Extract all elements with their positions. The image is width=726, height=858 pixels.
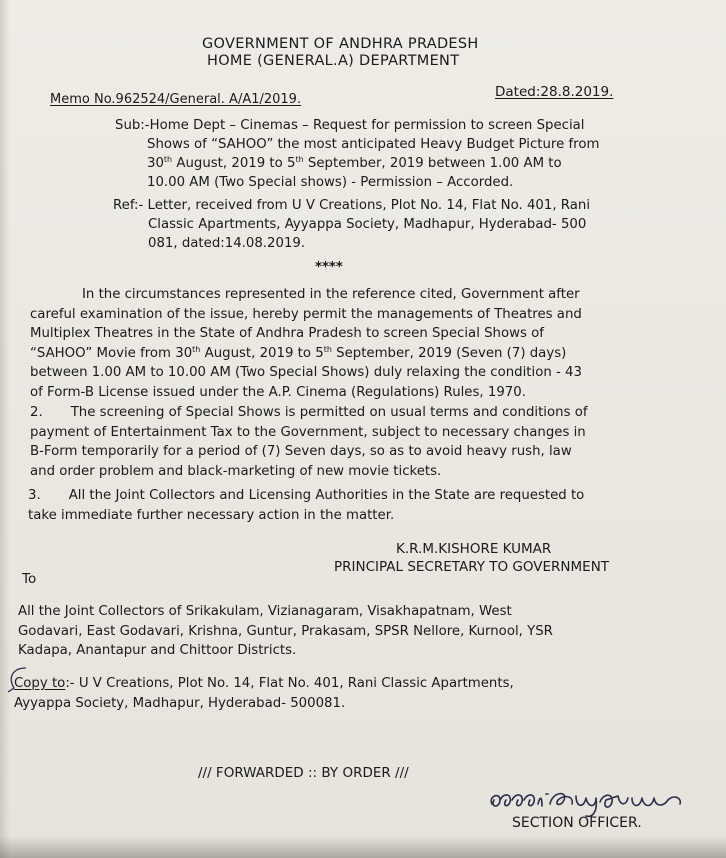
copy-to-block bbox=[14, 674, 514, 713]
subject-line-1: Home Dept – Cinemas – Request for permission to screen Special bbox=[149, 118, 585, 133]
para2-line-1: The screening of Special Shows is permitted on usual terms and conditions of bbox=[70, 405, 588, 420]
para3-number: 3. bbox=[28, 488, 41, 503]
section-officer: SECTION OFFICER. bbox=[512, 815, 642, 831]
subject-block bbox=[115, 116, 599, 192]
para3-line-2: take immediate further necessary action in the matter. bbox=[28, 507, 395, 523]
reference-label: Ref:- bbox=[113, 198, 144, 213]
reference-line-3: 081, dated:14.08.2019. bbox=[148, 236, 306, 251]
memo-number: Memo No.962524/General. A/A1/2019. bbox=[50, 92, 302, 107]
signatory-title: PRINCIPAL SECRETARY TO GOVERNMENT bbox=[334, 559, 610, 575]
paragraph-2 bbox=[30, 403, 588, 481]
page-edge-shadow bbox=[0, 0, 10, 858]
subject-line-2: Shows of “SAHOO” the most anticipated Heavy Budget Picture from bbox=[147, 137, 600, 152]
para1-line-2: careful examination of the issue, hereby permit the managements of Theatres and bbox=[30, 306, 582, 322]
to-label: To bbox=[22, 571, 37, 587]
forwarded-by-order: /// FORWARDED :: BY ORDER /// bbox=[198, 765, 409, 781]
to-addressees bbox=[18, 602, 553, 661]
header-government: GOVERNMENT OF ANDHRA PRADESH bbox=[202, 36, 479, 52]
para1-line-1: In the circumstances represented in the reference cited, Government after bbox=[82, 287, 580, 302]
signatory-name: K.R.M.KISHORE KUMAR bbox=[396, 541, 552, 557]
page-bottom-shadow bbox=[0, 836, 726, 858]
to-line-2: Godavari, East Godavari, Krishna, Guntur, Prakasam, SPSR Nellore, Kurnool, YSR bbox=[18, 623, 553, 639]
reference-block bbox=[113, 196, 590, 253]
to-line-1: All the Joint Collectors of Srikakulam, Vizianagaram, Visakhapatnam, West bbox=[18, 604, 512, 619]
memo-date: Dated:28.8.2019. bbox=[495, 84, 614, 100]
copy-to-line-1: :- U V Creations, Plot No. 14, Flat No. 401, Rani Classic Apartments, bbox=[65, 676, 514, 691]
subject-line-3: 30th August, 2019 to 5th September, 2019 between 1.00 AM to bbox=[147, 155, 562, 171]
para2-line-2: payment of Entertainment Tax to the Government, subject to necessary changes in bbox=[30, 424, 586, 440]
paragraph-1 bbox=[30, 285, 582, 402]
to-line-3: Kadapa, Anantapur and Chittoor Districts. bbox=[18, 643, 297, 658]
copy-to-label: Copy to bbox=[14, 676, 66, 691]
para2-number: 2. bbox=[30, 405, 43, 420]
para2-line-3: B-Form temporarily for a period of (7) Seven days, so as to avoid heavy rush, law bbox=[30, 444, 572, 459]
separator-stars: **** bbox=[315, 260, 343, 275]
copy-to-line-2: Ayyappa Society, Madhapur, Hyderabad- 500081. bbox=[14, 695, 346, 711]
para1-line-4: “SAHOO” Movie from 30th August, 2019 to 5th September, 2019 (Seven (7) days) bbox=[30, 344, 567, 361]
subject-label: Sub:- bbox=[115, 118, 150, 133]
subject-line-4: 10.00 AM (Two Special shows) - Permission – Accorded. bbox=[147, 175, 514, 190]
para3-line-1: All the Joint Collectors and Licensing Authorities in the State are requested to bbox=[68, 488, 585, 503]
copy-to-pen-mark bbox=[4, 664, 34, 694]
para1-line-6: of Form-B License issued under the A.P. Cinema (Regulations) Rules, 1970. bbox=[30, 384, 526, 400]
header-department: HOME (GENERAL.A) DEPARTMENT bbox=[207, 53, 460, 69]
para1-line-5: between 1.00 AM to 10.00 AM (Two Special Shows) duly relaxing the condition - 43 bbox=[30, 365, 582, 380]
reference-line-1: Letter, received from U V Creations, Plot No. 14, Flat No. 401, Rani bbox=[147, 198, 591, 213]
reference-line-2: Classic Apartments, Ayyappa Society, Madhapur, Hyderabad- 500 bbox=[148, 217, 587, 232]
paragraph-3 bbox=[28, 486, 584, 525]
para1-line-3: Multiplex Theatres in the State of Andhra Pradesh to screen Special Shows of bbox=[30, 326, 544, 341]
para2-line-4: and order problem and black-marketing of new movie tickets. bbox=[30, 463, 442, 479]
